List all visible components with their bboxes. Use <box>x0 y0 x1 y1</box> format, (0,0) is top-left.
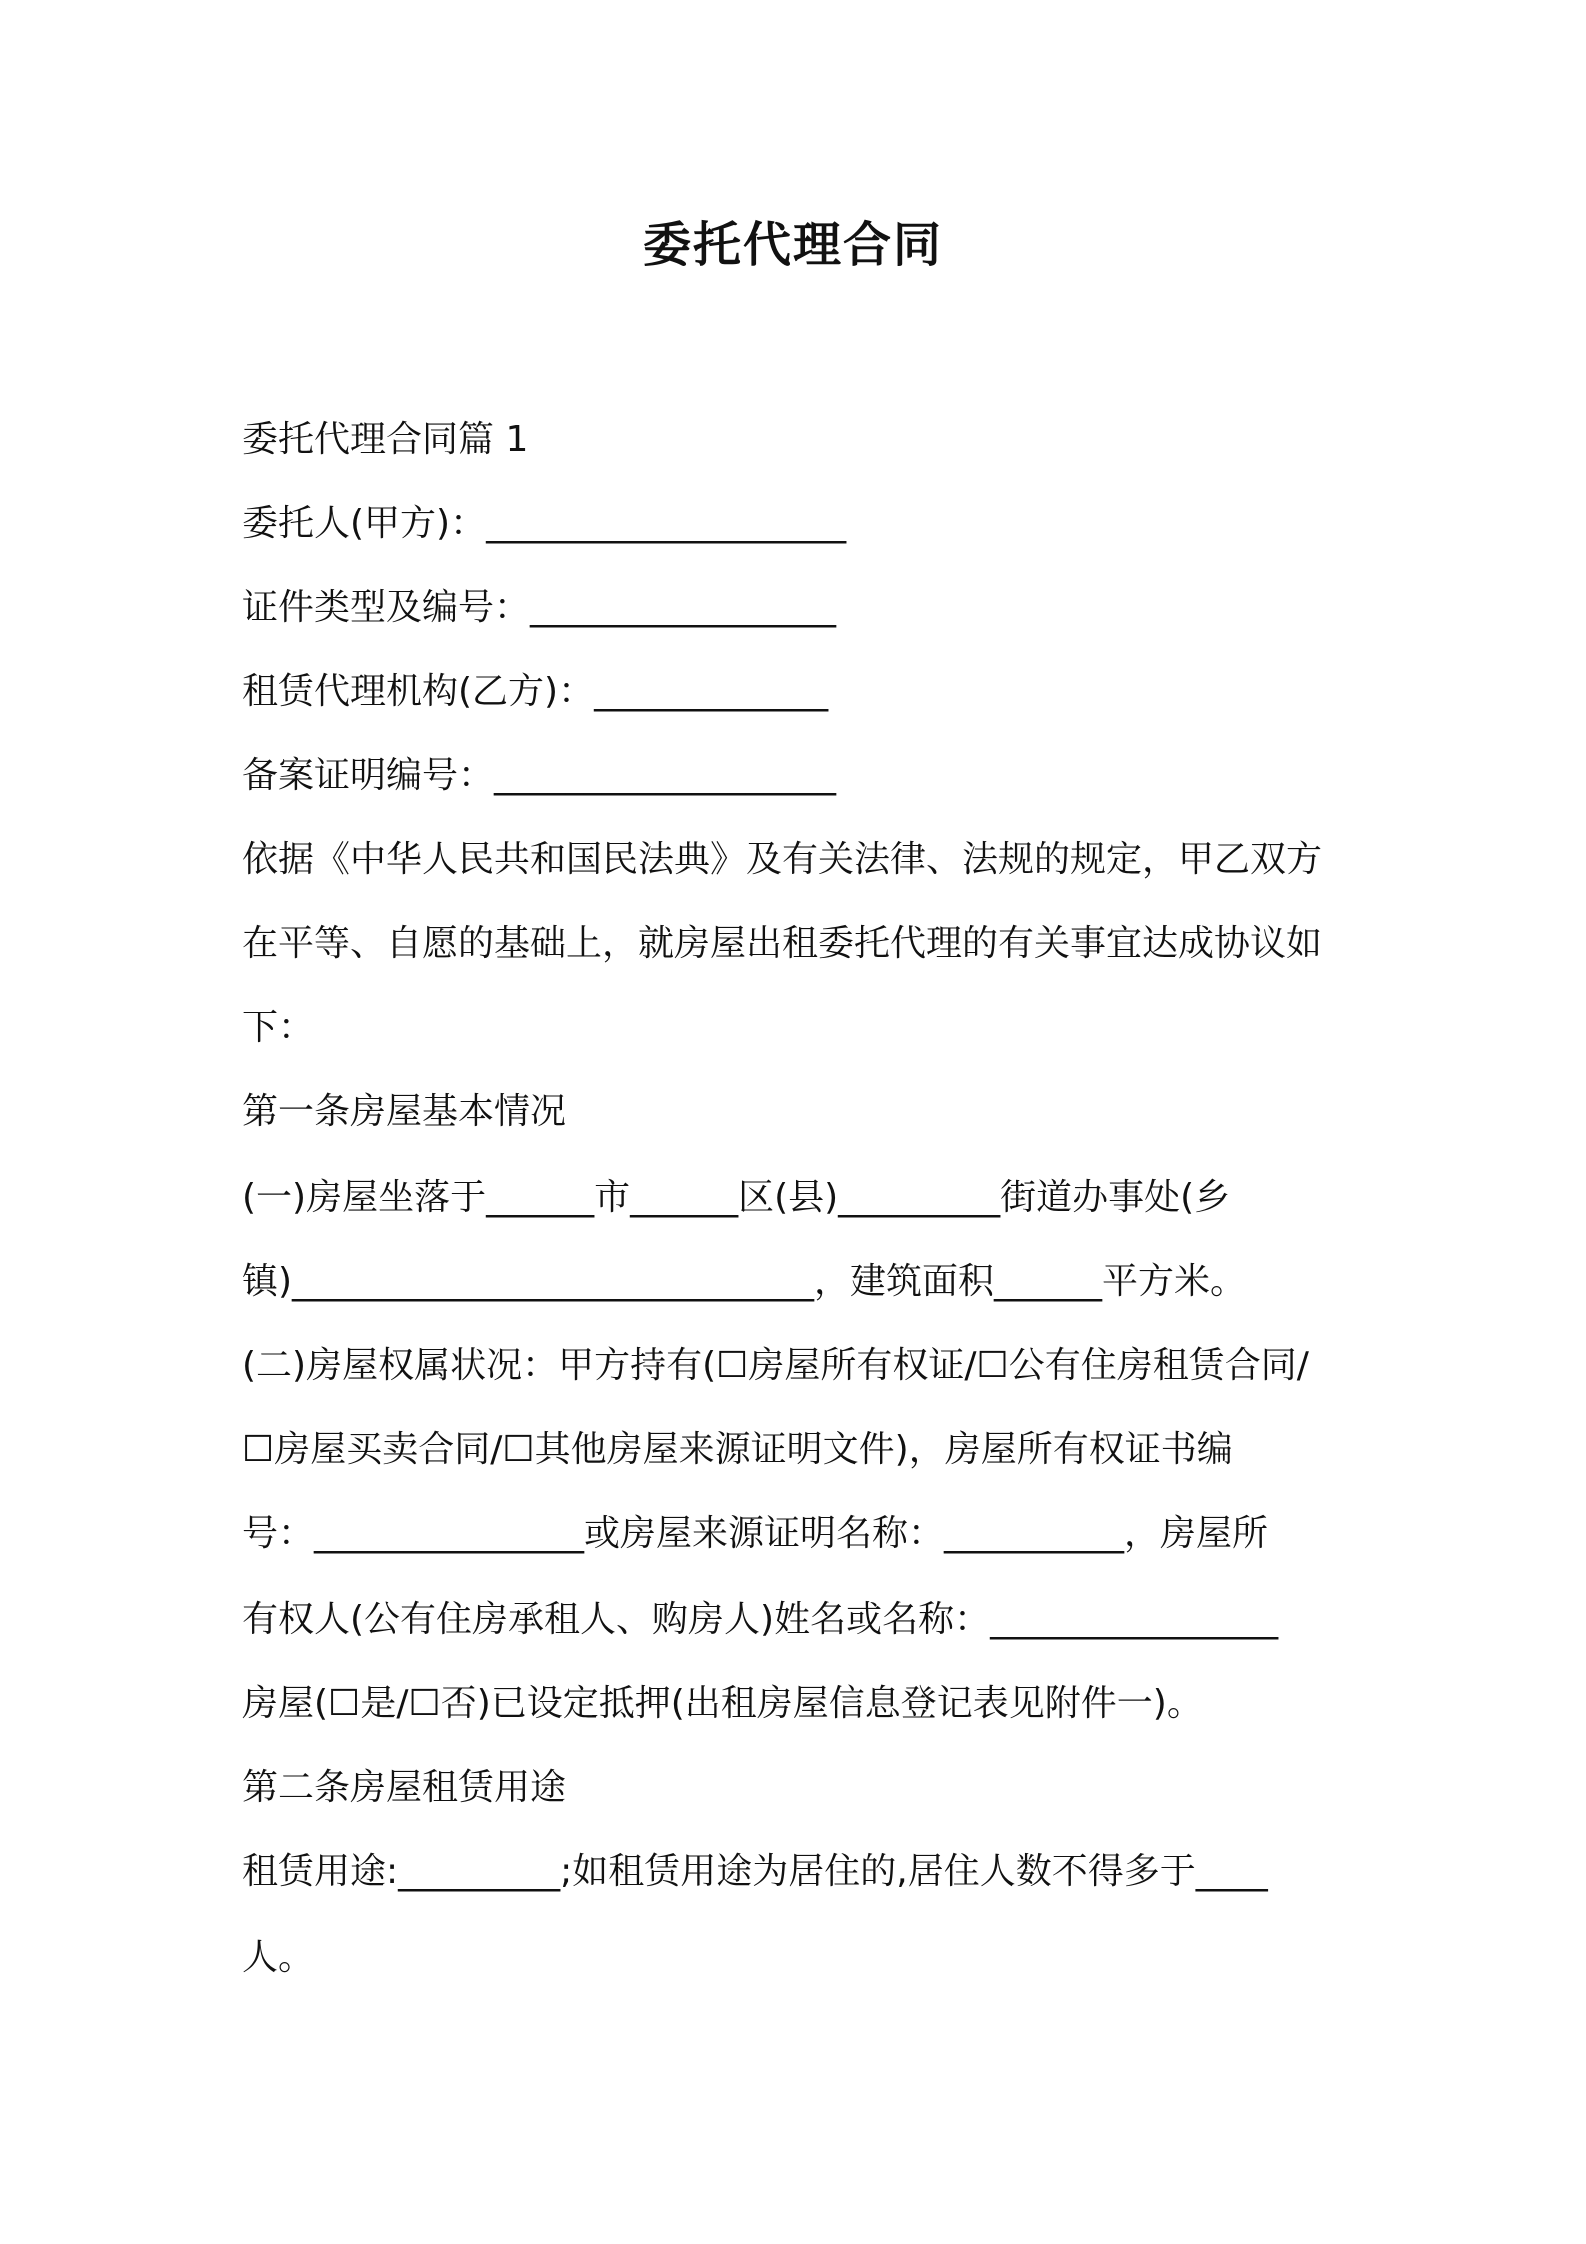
clause-line: 租赁用途:_________;如租赁用途为居住的,居住人数不得多于____ <box>242 1851 1268 1892</box>
article-heading: 第二条房屋租赁用途 <box>242 1767 567 1808</box>
clause-line: 房屋(☐是/☐否)已设定抵押(出租房屋信息登记表见附件一)。 <box>242 1683 1203 1724</box>
clause-line: ☐房屋买卖合同/☐其他房屋来源证明文件)，房屋所有权证书编 <box>242 1429 1233 1470</box>
article-heading: 第一条房屋基本情况 <box>242 1091 567 1132</box>
clause-line: 号：_______________或房屋来源证明名称：__________，房屋所 <box>242 1513 1269 1554</box>
section-heading: 委托代理合同篇 1 <box>242 419 529 460</box>
clause-line: 人。 <box>242 1937 315 1978</box>
intro-paragraph-line: 依据《中华人民共和国民法典》及有关法律、法规的规定，甲乙双方 <box>242 839 1323 880</box>
intro-paragraph-line: 在平等、自愿的基础上，就房屋出租委托代理的有关事宜达成协议如 <box>242 923 1323 964</box>
client-line: 委托人(甲方)：____________________ <box>242 503 847 544</box>
clause-line: (二)房屋权属状况：甲方持有(☐房屋所有权证/☐公有住房租赁合同/ <box>242 1345 1309 1386</box>
clause-line: 镇)_____________________________，建筑面积______平方米。 <box>242 1261 1247 1302</box>
document-title: 委托代理合同 <box>642 217 943 273</box>
certificate-line: 证件类型及编号：_________________ <box>242 587 837 628</box>
clause-line: (一)房屋坐落于______市______区(县)_________街道办事处(乡 <box>242 1177 1231 1218</box>
intro-paragraph-line: 下： <box>242 1007 315 1048</box>
record-number-line: 备案证明编号：___________________ <box>242 755 837 796</box>
agency-line: 租赁代理机构(乙方)：_____________ <box>242 671 829 712</box>
clause-line: 有权人(公有住房承租人、购房人)姓名或名称：________________ <box>242 1599 1279 1640</box>
